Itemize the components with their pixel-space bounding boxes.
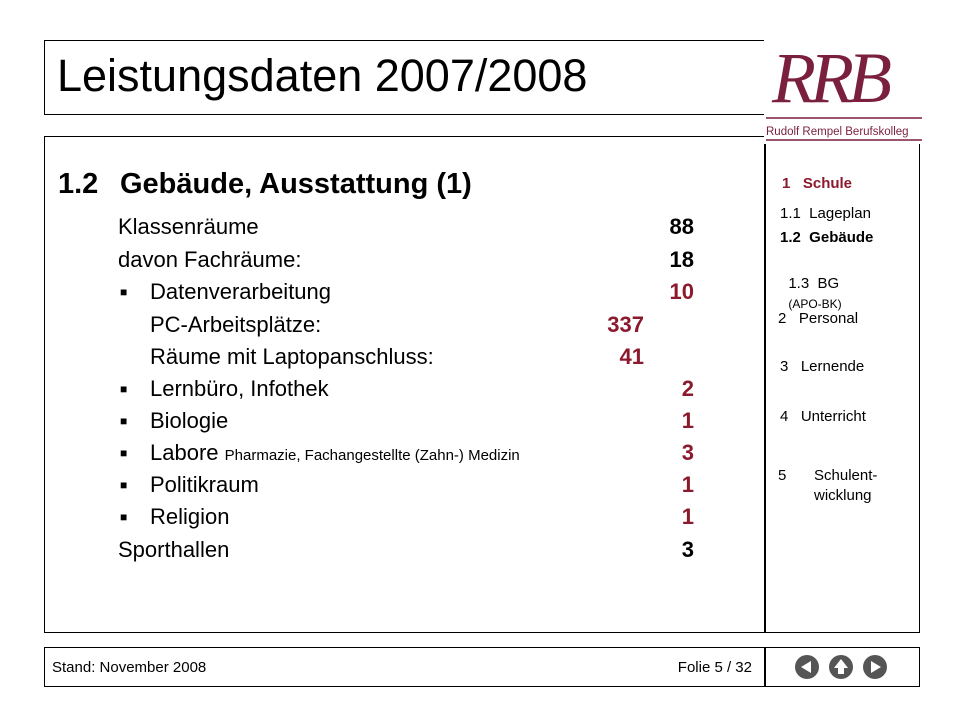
row-value-biologie: 1 <box>681 408 694 433</box>
row-value-datenverarbeitung: 10 <box>669 279 694 304</box>
row-label-fachraeume: davon Fachräume: <box>118 247 302 272</box>
row-value-politikraum: 1 <box>681 472 694 497</box>
nav-item-gebaeude[interactable]: 1.2 Gebäude <box>780 229 874 246</box>
row-value-fachraeume: 18 <box>669 247 694 272</box>
nav-item-schulentwicklung[interactable] <box>778 466 877 506</box>
logo-letters: RRB <box>772 38 886 118</box>
logo-caption: Rudolf Rempel Berufskolleg <box>766 126 909 138</box>
next-slide-icon[interactable] <box>862 654 888 680</box>
row-label-biologie: Biologie <box>150 408 229 433</box>
section-heading <box>58 166 472 202</box>
row-value-lernbuero: 2 <box>681 376 694 401</box>
bullet-icon: ■ <box>120 382 128 396</box>
previous-slide-icon[interactable] <box>794 654 820 680</box>
row-labore <box>150 439 520 470</box>
nav-item-bg-detail: (APO-BK) <box>788 297 842 311</box>
row-label-labore-detail: Pharmazie, Fachangestellte (Zahn-) Medizin <box>224 447 520 464</box>
footer-slide-number: Folie 5 / 32 <box>677 659 752 676</box>
row-label-datenverarbeitung: Datenverarbeitung <box>150 279 332 304</box>
row-label-religion: Religion <box>150 504 230 529</box>
bullet-icon: ■ <box>120 414 128 428</box>
footer-date: Stand: November 2008 <box>52 659 207 676</box>
row-value-pc-arbeitsplaetze: 337 <box>607 312 644 337</box>
row-value-laptop: 41 <box>619 344 644 369</box>
row-value-sporthallen: 3 <box>681 537 694 562</box>
bullet-icon: ■ <box>120 446 128 460</box>
row-value-klassenraeume: 88 <box>669 214 694 239</box>
row-label-klassenraeume: Klassenräume <box>118 214 259 239</box>
row-label-sporthallen: Sporthallen <box>118 537 230 562</box>
nav-item-unterricht[interactable]: 4 Unterricht <box>780 408 866 425</box>
section-number: 1.2 <box>58 168 99 200</box>
row-label-pc-arbeitsplaetze: PC-Arbeitsplätze: <box>150 312 322 337</box>
row-label-labore: Labore <box>150 440 219 465</box>
nav-item-bg[interactable] <box>780 254 842 314</box>
row-label-lernbuero: Lernbüro, Infothek <box>150 376 329 401</box>
nav-item-personal[interactable]: 2 Personal <box>778 310 859 327</box>
bullet-icon: ■ <box>120 510 128 524</box>
bullet-icon: ■ <box>120 285 128 299</box>
nav-item-schulentwicklung-line1: Schulent- <box>814 467 878 484</box>
nav-item-bg-label: 1.3 BG <box>788 275 840 292</box>
nav-item-schulentwicklung-line2: wicklung <box>814 487 872 504</box>
row-value-religion: 1 <box>681 504 694 529</box>
home-icon[interactable] <box>828 654 854 680</box>
nav-item-schulentwicklung-num: 5 <box>778 467 787 484</box>
page-title: Leistungsdaten 2007/2008 <box>57 50 588 101</box>
row-value-labore: 3 <box>681 440 694 465</box>
section-title: Gebäude, Ausstattung (1) <box>120 168 472 200</box>
row-label-politikraum: Politikraum <box>150 472 259 497</box>
nav-item-lageplan[interactable]: 1.1 Lageplan <box>780 205 871 222</box>
bullet-icon: ■ <box>120 478 128 492</box>
nav-item-schule[interactable]: 1 Schule <box>782 175 853 192</box>
nav-item-lernende[interactable]: 3 Lernende <box>780 358 865 375</box>
row-label-laptop: Räume mit Laptopanschluss: <box>150 344 434 369</box>
